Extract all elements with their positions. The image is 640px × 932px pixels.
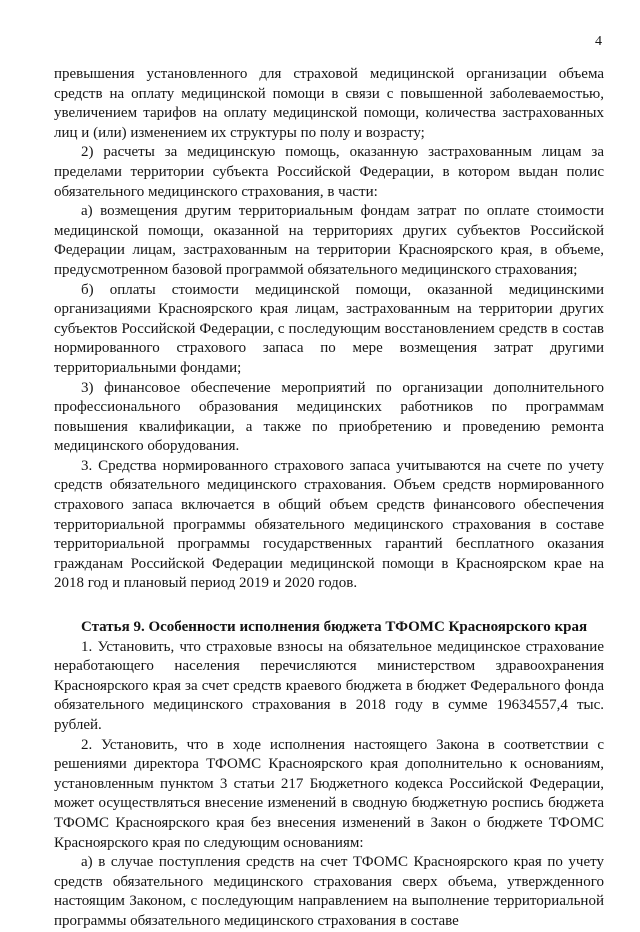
document-body <box>54 65 604 932</box>
paragraph: превышения установленного для страховой медицинской организации объема средств на оплату медицинской помощи в связи с повышенной заболеваемостью, увеличением тарифов на оплату медицинской помощи, количества застрахованных лиц и (или) изменением их структуры по полу и возрасту; <box>54 66 604 141</box>
paragraph: а) в случае поступления средств на счет ТФОМС Красноярского края по учету средств обязательного медицинского страхования сверх объема, утвержденного настоящим Законом, с последующим направлением на выполнение территориальной программы обязательного медицинского страхования в составе <box>54 854 604 929</box>
paragraph: б) оплаты стоимости медицинской помощи, оказанной медицинскими организациями Красноярского края лицам, застрахованным на территории других субъектов Российской Федерации, с последующим восстановлением средств в состав нормированного страхового запаса по мере возмещения затрат другими территориальными фондами; <box>54 281 604 376</box>
paragraph: 2) расчеты за медицинскую помощь, оказанную застрахованным лицам за пределами территории субъекта Российской Федерации, в котором выдан полис обязательного медицинского страхования, в части: <box>54 144 604 200</box>
paragraph: 1. Установить, что страховые взносы на обязательное медицинское страхование неработающего населения перечисляются министерством здравоохранения Красноярского края за счет средств краевого бюджета в бюджет Федерального фонда обязательного медицинского страхования в 2018 году в сумме 19634557,4 тыс. рублей. <box>54 638 604 733</box>
paragraph: 3. Средства нормированного страхового запаса учитываются на счете по учету средств обязательного медицинского страхования. Объем средств нормированного страхового запаса включается в общий объем средств финансового обеспечения территориальной программы обязательного медицинского страхования в составе территориальной программы государственных гарантий бесплатного оказания гражданам Российской Федерации медицинской помощи в Красноярском крае на 2018 год и плановый период 2019 и 2020 годов. <box>54 457 604 592</box>
paragraph: 2. Установить, что в ходе исполнения настоящего Закона в соответствии с решениями директора ТФОМС Красноярского края дополнительно к основаниям, установленным пунктом 3 статьи 217 Бюджетного кодекса Российской Федерации, может осуществляться внесение изменений в сводную бюджетную роспись бюджета ТФОМС Красноярского края без внесения изменений в Закон о бюджете ТФОМС Красноярского края по следующим основаниям: <box>54 736 604 851</box>
paragraph: 3) финансовое обеспечение мероприятий по организации дополнительного профессионального образования медицинских работников по программам повышения квалификации, а также по приобретению и проведению ремонта медицинского оборудования. <box>54 379 604 455</box>
article-heading: Статья 9. Особенности исполнения бюджета ТФОМС Красноярского края <box>81 619 588 636</box>
paragraph: а) возмещения другим территориальным фондам затрат по оплате стоимости медицинской помощи, оказанной на территориях других субъектов Российской Федерации лицам, застрахованным на территории Красноярского края, в объеме, предусмотренном базовой программой обязательного медицинского страхования; <box>54 203 604 278</box>
page-number: 4 <box>595 34 602 49</box>
